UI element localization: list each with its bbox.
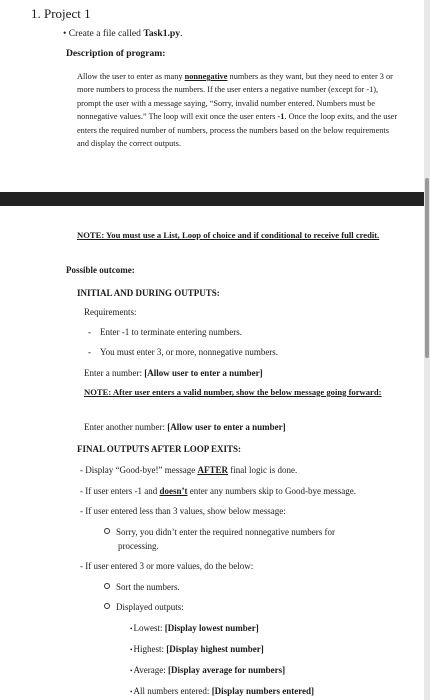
all-numbers-value: [Display numbers entered] — [211, 686, 315, 696]
circle-bullet-icon — [104, 603, 110, 609]
square-bullet-icon: • — [130, 646, 133, 654]
project-title: 1. Project 1 — [31, 6, 91, 21]
desc-text-3: . Once the loop exits, and the user enters the required number of numbers, process the numbers based on the below requirements and display the correct outputs. — [77, 112, 398, 149]
task-filename: Task1.py — [143, 28, 181, 39]
enter-another-label: Enter another number: — [84, 422, 168, 432]
requirements-label: Requirements: — [84, 307, 137, 317]
highest-output-line — [130, 644, 264, 654]
sorry-message-text-1: Sorry, you didn’t enter the required nonnegative numbers for — [116, 527, 335, 537]
note-valid-number: NOTE: After user enters a valid number, show the below message going forward: — [84, 387, 382, 397]
circle-bullet-icon — [104, 583, 110, 589]
square-bullet-icon: • — [130, 688, 133, 696]
enter-number-line — [84, 368, 263, 378]
create-file-text: Create a file called — [68, 28, 144, 39]
document-page-1 — [0, 0, 424, 192]
circle-bullet-icon — [104, 528, 110, 534]
square-bullet-icon: • — [130, 625, 133, 633]
page-gap — [0, 192, 430, 206]
create-file-instruction — [63, 28, 182, 39]
average-value: [Display average for numbers] — [168, 665, 286, 675]
requirement-1-text: Enter -1 to terminate entering numbers. — [100, 327, 242, 337]
square-bullet-icon: • — [130, 667, 133, 675]
highest-label: Highest: — [133, 644, 167, 654]
initial-outputs-heading: INITIAL AND DURING OUTPUTS: — [77, 288, 220, 298]
sort-numbers-item — [104, 582, 180, 592]
all-numbers-output-line — [130, 686, 314, 696]
all-numbers-label: All numbers entered: — [133, 686, 212, 696]
final-goodbye-text-end: final logic is done. — [227, 465, 298, 475]
sort-numbers-text: Sort the numbers. — [116, 582, 180, 592]
average-output-line — [130, 665, 285, 675]
enter-another-prompt: [Allow user to enter a number] — [167, 422, 286, 432]
final-skip-text: - If user enters -1 and — [80, 486, 160, 496]
lowest-value: [Display lowest number] — [164, 623, 259, 633]
lowest-output-line — [130, 623, 259, 633]
displayed-outputs-text: Displayed outputs: — [116, 602, 184, 612]
description-heading: Description of program: — [66, 48, 166, 59]
desc-text-2: numbers as they want, but they need to enter 3 or more numbers to process the numbers. If the user enters a negative number (except for -1), prompt the user with a message saying, “Sorry, invalid number entered. Numbers must be nonnegative values.” The loop will exit once the user enters — [77, 72, 393, 122]
possible-outcome-heading: Possible outcome: — [66, 265, 135, 275]
final-skip-line — [80, 486, 356, 496]
requirement-1: - Enter -1 to terminate entering numbers. — [88, 327, 242, 337]
enter-number-label: Enter a number: — [84, 368, 145, 378]
requirement-2: - You must enter 3, or more, nonnegative numbers. — [88, 347, 279, 357]
filename-suffix: . — [180, 28, 183, 39]
requirement-2-text: You must enter 3, or more, nonnegative numbers. — [100, 347, 279, 357]
final-goodbye-text: - Display “Good-bye!” message — [80, 465, 198, 475]
final-less-than-3-line: - If user entered less than 3 values, show below message: — [80, 506, 286, 516]
highest-value: [Display highest number] — [166, 644, 264, 654]
document-page-2 — [0, 206, 424, 700]
description-paragraph — [77, 70, 399, 150]
displayed-outputs-item — [104, 602, 184, 612]
desc-text-1: Allow the user to enter as many — [77, 72, 185, 81]
enter-another-line — [84, 422, 286, 432]
enter-number-prompt: [Allow user to enter a number] — [144, 368, 263, 378]
lowest-label: Lowest: — [133, 623, 165, 633]
desc-minus-one: -1 — [277, 112, 285, 122]
final-skip-text-end: enter any numbers skip to Good-bye message. — [187, 486, 356, 496]
desc-nonnegative: nonnegative — [184, 72, 228, 81]
final-goodbye-line — [80, 465, 297, 475]
average-label: Average: — [133, 665, 169, 675]
vertical-scrollbar[interactable] — [424, 0, 430, 700]
final-3-or-more-line: - If user entered 3 or more values, do the below: — [80, 561, 254, 571]
final-doesnt-word: doesn’t — [159, 486, 188, 496]
final-after-word: AFTER — [197, 465, 228, 475]
scrollbar-thumb[interactable] — [425, 178, 429, 358]
bullet-dot: • — [63, 28, 69, 39]
note-list-loop: NOTE: You must use a List, Loop of choice and if conditional to receive full credit. — [77, 230, 380, 240]
sorry-message-line-1 — [104, 527, 335, 537]
final-outputs-heading: FINAL OUTPUTS AFTER LOOP EXITS: — [77, 444, 242, 454]
sorry-message-line-2: processing. — [118, 541, 159, 551]
